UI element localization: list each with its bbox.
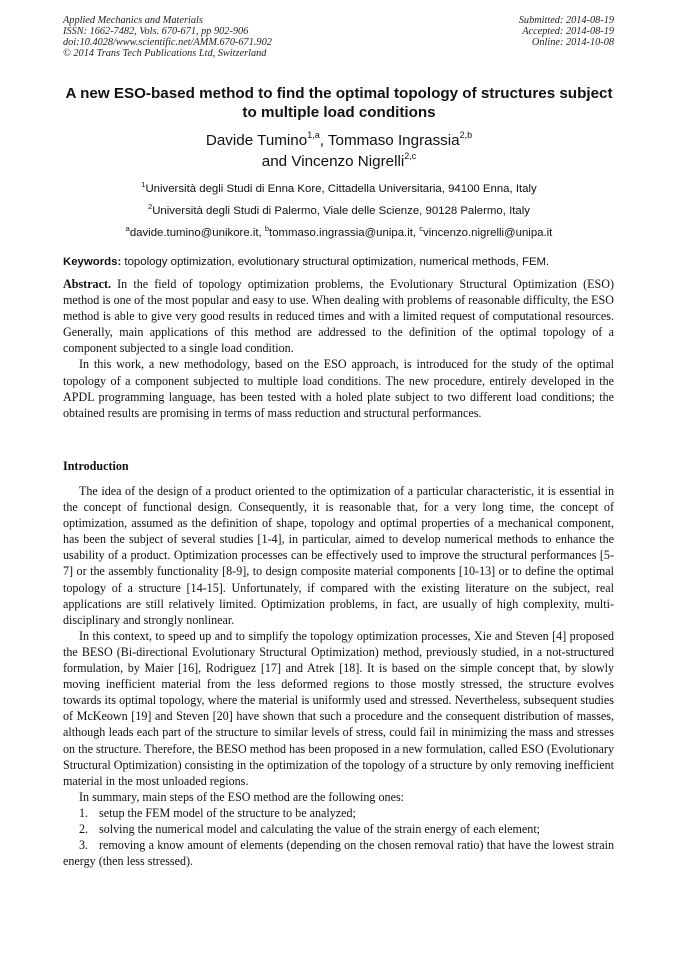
affiliation-superscript: 1 bbox=[141, 180, 146, 189]
author-list bbox=[60, 130, 618, 172]
submitted-date: Submitted: 2014-08-19 bbox=[518, 15, 614, 26]
abstract-paragraph bbox=[63, 276, 614, 356]
affiliation-superscript: 2 bbox=[148, 202, 153, 211]
affiliation bbox=[60, 182, 618, 196]
keywords-line bbox=[63, 255, 615, 269]
body-paragraph: In summary, main steps of the ESO method are the following ones: bbox=[79, 789, 405, 804]
abstract-paragraph: In this work, a new methodology, based on the ESO approach, is introduced for the study of the optimal topology of a component subjected to multiple load conditions. The new procedure, entirely developed in the APDL programming language, has been tested with a holed plate subject to two different load conditions; the obtained results are promising in terms of mass reduction and structural performances. bbox=[63, 357, 614, 420]
abstract-section bbox=[63, 276, 614, 421]
accepted-date: Accepted: 2014-08-19 bbox=[522, 26, 614, 37]
abstract-text: In the field of topology optimization problems, the Evolutionary Structural Optimization (ESO) method is one of the most popular and easy to use. When dealing with problems of reasonable difficulty, the ESO method is able to give very good results in reduced times and with a limited request of computational resources. Generally, main applications of this method are addressed to the definition of the optimal topology of a component subjected to a single load condition. bbox=[63, 277, 614, 356]
author-superscript: 2,c bbox=[404, 151, 417, 161]
body-paragraph: The idea of the design of a product oriented to the optimization of a particular characteristic, it is essential in the concept of functional design. Consequently, it is reasonable that, for a very long time, the concept of optimization, assumed as the definition of shape, topology and optimal properties of a mechanical component, has been the subject of several studies [1-4], in particular, aimed to develop numerical methods to enhance the usability of a product. Optimization processes can be effectively used to improve the structural performances [5-7] or the assembly functionality [8-9], to design composite material components [10-13] or to define the optimal topology of a structure [14-15]. Unfortunately, if compared with the existing literature on the subject, real applications are still relatively limited. Optimization problems, in fact, are usually of high complexity, multi-disciplinary and strongly nonlinear. bbox=[63, 484, 614, 627]
abstract-label: Abstract. bbox=[63, 277, 112, 291]
journal-name: Applied Mechanics and Materials bbox=[63, 15, 203, 26]
list-text: solving the numerical model and calculating the value of the strain energy of each element; bbox=[99, 821, 541, 836]
email-list bbox=[60, 226, 618, 240]
email-link[interactable]: tommaso.ingrassia@unipa.it bbox=[269, 227, 413, 239]
list-number: 3. bbox=[79, 838, 89, 853]
list-number: 2. bbox=[79, 821, 89, 836]
introduction-section bbox=[63, 483, 614, 869]
journal-copyright: © 2014 Trans Tech Publications Ltd, Switzerland bbox=[63, 48, 267, 59]
email-link[interactable]: davide.tumino@unikore.it bbox=[129, 227, 259, 239]
keywords-text: topology optimization, evolutionary structural optimization, numerical methods, FEM. bbox=[124, 256, 550, 268]
paper-title: A new ESO-based method to find the optimal topology of structures subject to multiple load conditions bbox=[65, 85, 613, 121]
author-separator: , bbox=[319, 132, 324, 149]
affiliation-text: Università degli Studi di Enna Kore, Cittadella Universitaria, 94100 Enna, Italy bbox=[145, 183, 537, 195]
list-text: setup the FEM model of the structure to be analyzed; bbox=[99, 805, 356, 820]
affiliation-text: Università degli Studi di Palermo, Viale delle Scienze, 90128 Palermo, Italy bbox=[152, 205, 530, 217]
email-superscript: b bbox=[264, 224, 270, 233]
author-name: Davide Tumino bbox=[205, 132, 308, 149]
list-item bbox=[63, 837, 614, 869]
email-link[interactable]: vincenzo.nigrelli@unipa.it bbox=[423, 227, 553, 239]
affiliation bbox=[60, 204, 618, 218]
email-superscript: c bbox=[419, 224, 424, 233]
journal-header-right bbox=[519, 15, 614, 48]
list-item bbox=[63, 821, 614, 837]
author-name: Vincenzo Nigrelli bbox=[291, 153, 405, 170]
author-superscript: 1,a bbox=[307, 130, 320, 140]
body-paragraph: In this context, to speed up and to simplify the topology optimization processes, Xie and Steven [4] proposed the BESO (Bi-directional Evolutionary Structural Optimization) method, previously studied, in a not-structured formulation, by Maier [16], Rodriguez [17] and Atrek [18]. It is based on the simple concept that, by slowly moving inefficient material from the less deformed regions to those mostly stressed, the structure evolves towards its optimal topology, where the material is uniformly used and stressed. Nevertheless, subsequent studies of McKeown [19] and Steven [20] have shown that such a procedure and the consequent distribution of masses, although leads each part of the structure to similar levels of stress, could fail in minimizing the mass and stresses on the structure. Therefore, the BESO method has been proposed in a new formulation, called ESO (Evolutionary Structural Optimization) consisting in the optimization of the topology of a structure by only removing inefficient material in the most unloaded regions. bbox=[63, 628, 614, 788]
keywords-label: Keywords: bbox=[63, 256, 122, 268]
list-number: 1. bbox=[79, 805, 89, 820]
list-item bbox=[63, 805, 614, 821]
email-separator: , bbox=[258, 227, 265, 239]
steps-list bbox=[63, 805, 614, 869]
online-date: Online: 2014-10-08 bbox=[531, 37, 614, 48]
journal-issn: ISSN: 1662-7482, Vols. 670-671, pp 902-906 bbox=[63, 26, 249, 37]
list-text: removing a know amount of elements (depending on the chosen removal ratio) that have the lowest strain energy (then less stressed). bbox=[63, 838, 614, 869]
section-heading: Introduction bbox=[63, 459, 129, 473]
journal-header-left bbox=[63, 15, 272, 59]
journal-doi: doi:10.4028/www.scientific.net/AMM.670-671.902 bbox=[63, 37, 272, 48]
author-name: Tommaso Ingrassia bbox=[327, 132, 460, 149]
author-conjunction: and bbox=[261, 153, 288, 170]
email-separator: , bbox=[412, 227, 420, 239]
email-superscript: a bbox=[125, 224, 130, 233]
author-superscript: 2,b bbox=[459, 130, 473, 140]
